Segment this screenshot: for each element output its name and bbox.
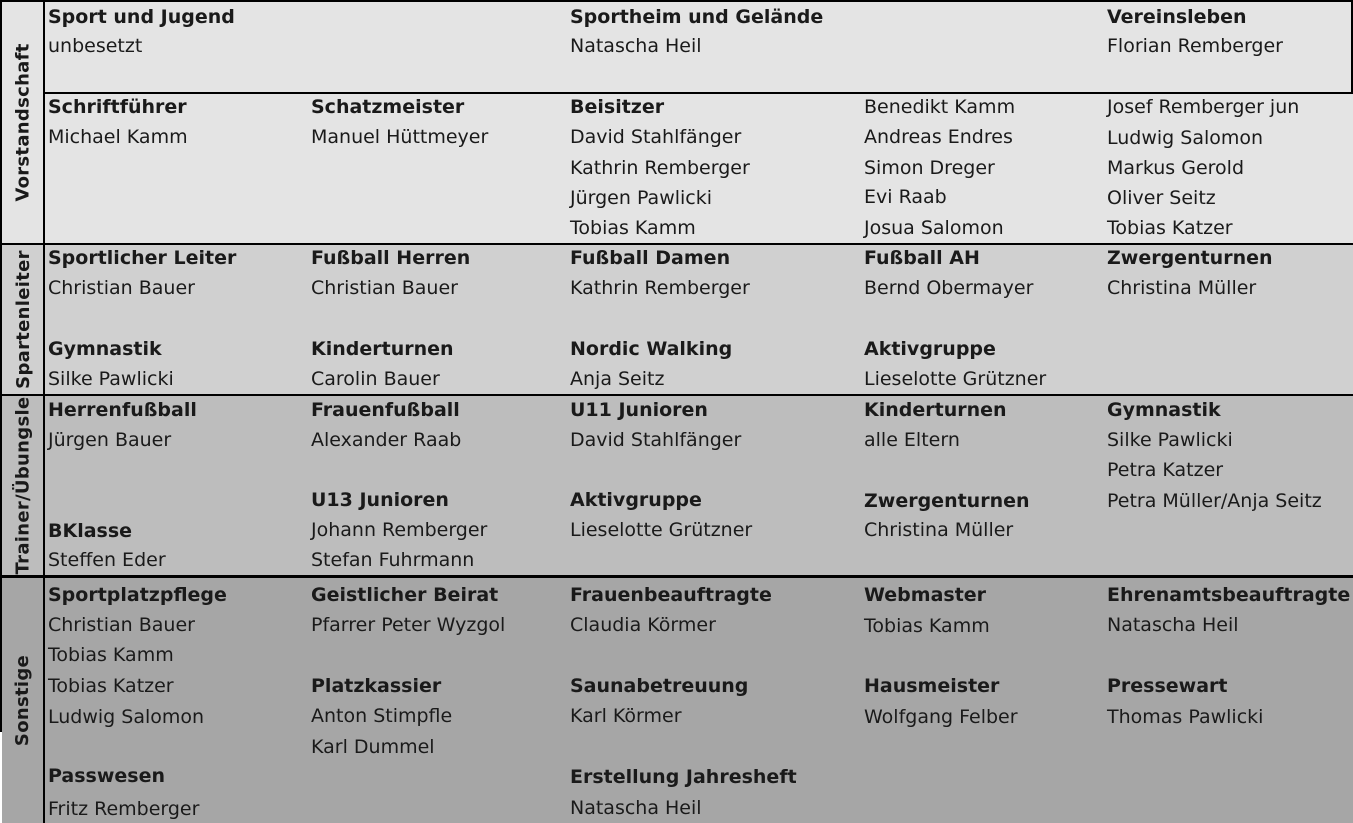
- role-title: Passwesen: [48, 765, 166, 787]
- role-title: Vereinsleben: [1107, 6, 1247, 28]
- person-name: Jürgen Pawlicki: [570, 187, 713, 209]
- person-name: Petra Müller/Anja Seitz: [1107, 490, 1322, 512]
- person-name: Tobias Katzer: [1107, 217, 1233, 239]
- person-name: Thomas Pawlicki: [1107, 706, 1264, 728]
- person-name: Tobias Kamm: [570, 217, 696, 239]
- person-name: David Stahlfänger: [570, 126, 742, 148]
- divider: [43, 0, 45, 823]
- person-name: Kathrin Remberger: [570, 157, 750, 179]
- person-name: Christina Müller: [864, 519, 1014, 541]
- role-title: Aktivgruppe: [570, 489, 702, 511]
- role-title: Sport und Jugend: [48, 6, 235, 28]
- person-name: Tobias Kamm: [864, 615, 990, 637]
- role-title: Frauenfußball: [311, 399, 460, 421]
- section-label-sonstige: Sonstige: [12, 654, 34, 747]
- person-name: Ludwig Salomon: [48, 706, 205, 728]
- person-name: Stefan Fuhrmann: [311, 549, 475, 571]
- role-title: Herrenfußball: [48, 399, 197, 421]
- person-name: Alexander Raab: [311, 429, 462, 451]
- person-name: David Stahlfänger: [570, 429, 742, 451]
- person-name: Christian Bauer: [311, 277, 458, 299]
- person-name: Markus Gerold: [1107, 157, 1245, 179]
- role-title: Nordic Walking: [570, 338, 733, 360]
- person-name: Silke Pawlicki: [1107, 429, 1233, 451]
- role-title: Schatzmeister: [311, 96, 465, 118]
- role-title: Frauenbeauftragte: [570, 584, 772, 606]
- person-name: Natascha Heil: [570, 35, 702, 57]
- person-name: Lieselotte Grützner: [570, 519, 753, 541]
- section-label-trainer: Trainer/Übungsle: [12, 396, 34, 575]
- person-name: Karl Dummel: [311, 736, 435, 758]
- role-title: Pressewart: [1107, 675, 1228, 697]
- role-title: Gymnastik: [48, 338, 162, 360]
- person-name: Claudia Körmer: [570, 614, 716, 636]
- person-name: Anton Stimpfle: [311, 705, 453, 727]
- role-title: Webmaster: [864, 584, 987, 606]
- role-title: Hausmeister: [864, 675, 1000, 697]
- person-name: Steffen Eder: [48, 549, 166, 571]
- role-title: Kinderturnen: [864, 399, 1007, 421]
- person-name: Benedikt Kamm: [864, 96, 1016, 118]
- role-title: Aktivgruppe: [864, 338, 996, 360]
- person-name: Lieselotte Grützner: [864, 368, 1047, 390]
- role-title: Sportheim und Gelände: [570, 6, 824, 28]
- person-name: Andreas Endres: [864, 126, 1013, 148]
- person-name: Jürgen Bauer: [48, 429, 172, 451]
- role-title: BKlasse: [48, 520, 133, 542]
- person-name: alle Eltern: [864, 429, 960, 451]
- role-title: Schriftführer: [48, 96, 187, 118]
- person-name: unbesetzt: [48, 35, 143, 57]
- role-title: Platzkassier: [311, 675, 442, 697]
- person-name: Christian Bauer: [48, 277, 195, 299]
- person-name: Christian Bauer: [48, 614, 195, 636]
- role-title: Geistlicher Beirat: [311, 584, 499, 606]
- section-label-vorstandschaft: Vorstandschaft: [12, 43, 34, 202]
- role-title: Gymnastik: [1107, 399, 1221, 421]
- person-name: Manuel Hüttmeyer: [311, 126, 489, 148]
- role-title: U13 Junioren: [311, 489, 449, 511]
- person-name: Bernd Obermayer: [864, 277, 1034, 299]
- person-name: Michael Kamm: [48, 126, 188, 148]
- role-title: Fußball Herren: [311, 247, 471, 269]
- person-name: Anja Seitz: [570, 368, 665, 390]
- person-name: Karl Körmer: [570, 705, 682, 727]
- person-name: Josua Salomon: [864, 217, 1004, 239]
- divider: [0, 0, 2, 823]
- role-title: Kinderturnen: [311, 338, 454, 360]
- role-title: Sportlicher Leiter: [48, 247, 237, 269]
- person-name: Simon Dreger: [864, 157, 995, 179]
- person-name: Fritz Remberger: [48, 798, 200, 820]
- person-name: Florian Remberger: [1107, 35, 1283, 57]
- person-name: Christina Müller: [1107, 277, 1257, 299]
- role-title: Saunabetreuung: [570, 675, 749, 697]
- person-name: Natascha Heil: [570, 797, 702, 819]
- role-title: Ehrenamtsbeauftragte: [1107, 584, 1351, 606]
- person-name: Tobias Kamm: [48, 644, 174, 666]
- person-name: Oliver Seitz: [1107, 187, 1216, 209]
- person-name: Evi Raab: [864, 186, 947, 208]
- person-name: Silke Pawlicki: [48, 368, 174, 390]
- person-name: Ludwig Salomon: [1107, 127, 1264, 149]
- person-name: Kathrin Remberger: [570, 277, 750, 299]
- role-title: Fußball AH: [864, 247, 980, 269]
- person-name: Wolfgang Felber: [864, 706, 1018, 728]
- role-title: Beisitzer: [570, 96, 665, 118]
- role-title: Sportplatzpflege: [48, 584, 227, 606]
- role-title: Zwergenturnen: [864, 490, 1030, 512]
- person-name: Tobias Katzer: [48, 675, 174, 697]
- person-name: Josef Remberger jun: [1107, 96, 1300, 118]
- person-name: Johann Remberger: [311, 519, 488, 541]
- role-title: Zwergenturnen: [1107, 247, 1273, 269]
- person-name: Carolin Bauer: [311, 368, 440, 390]
- role-title: U11 Junioren: [570, 399, 708, 421]
- role-title: Fußball Damen: [570, 247, 731, 269]
- section-label-spartenleiter: Spartenleiter: [12, 250, 34, 389]
- person-name: Natascha Heil: [1107, 614, 1239, 636]
- person-name: Pfarrer Peter Wyzgol: [311, 614, 506, 636]
- role-title: Erstellung Jahresheft: [570, 766, 797, 788]
- person-name: Petra Katzer: [1107, 459, 1224, 481]
